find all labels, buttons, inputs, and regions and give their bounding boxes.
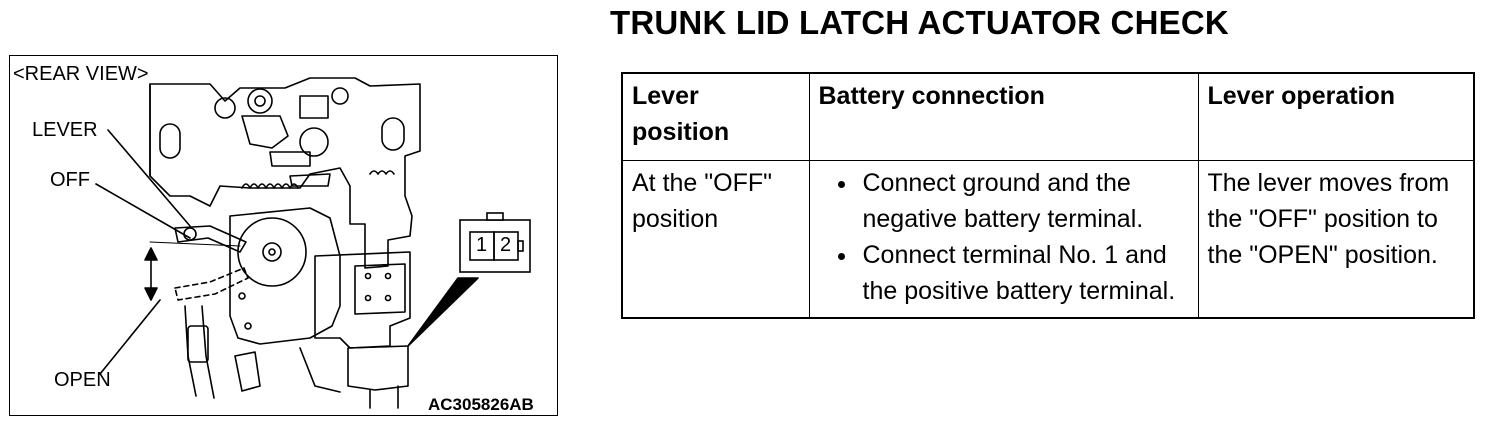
rear-view-label: <REAR VIEW> [13,63,149,85]
page-title: TRUNK LID LATCH ACTUATOR CHECK [610,4,1229,41]
connection-step: • Connect terminal No. 1 and the positive battery terminal. [859,237,1189,309]
connector-pin-2: 2 [500,234,512,256]
header-battery-connection: Battery connection [809,73,1198,161]
figure-code: AC305826AB [428,395,534,414]
lever-label: LEVER [32,119,98,141]
open-label: OPEN [54,369,111,391]
rear-view-figure [9,55,558,416]
header-lever-operation: Lever operation [1198,73,1474,161]
connector-outline [456,212,534,274]
connection-steps [819,165,1189,309]
check-table [621,72,1475,319]
header-lever-position: Lever position [622,73,809,161]
cell-lever-operation: The lever moves from the "OFF" position to the "OPEN" position. [1198,161,1474,319]
connection-step: • Connect ground and the negative battery terminal. [859,165,1189,237]
table-row [622,161,1474,319]
off-label: OFF [50,169,90,191]
connector-callout [456,212,534,274]
cell-battery-connection [809,161,1198,319]
connector-pin-1: 1 [476,234,488,256]
header-row [622,73,1474,161]
cell-lever-position: At the "OFF" position [622,161,809,319]
